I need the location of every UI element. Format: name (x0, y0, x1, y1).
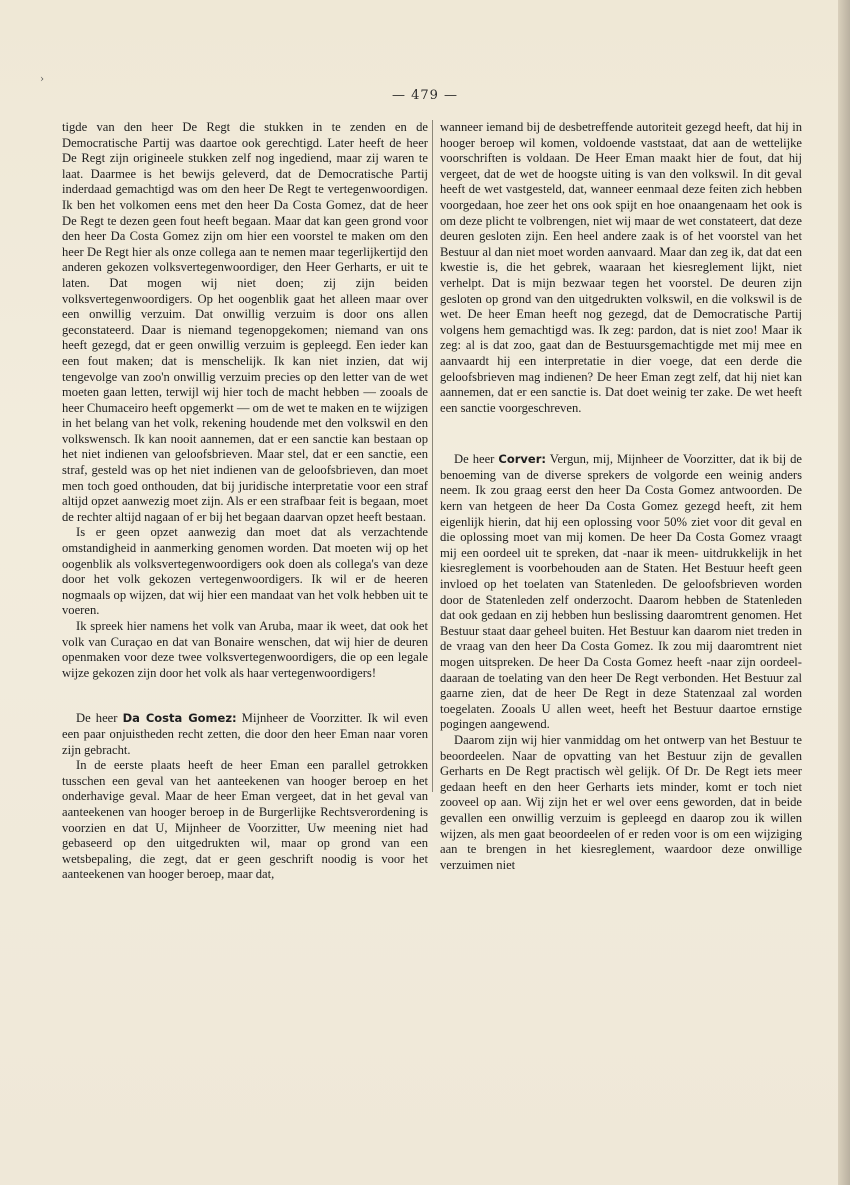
speaker-paragraph (62, 711, 428, 758)
speaker-paragraph (440, 452, 802, 733)
speaker-prefix: De heer (454, 452, 495, 467)
speaker-text: Mijnheer de Voorzitter. Ik wil even een paar onjuistheden recht zetten, die door den heer Eman naar voren zijn gebracht. (62, 711, 428, 757)
paragraph: In de eerste plaats heeft de heer Eman een parallel getrokken tusschen een geval van het aanteekenen van hooger beroep en het onderhavige geval. Maar de heer Eman vergeet, dat in het geval van aanteekenen van hooger beroep in de Burgerlijke Rechtsverordening is voorzien en dat U, Mijnheer de Voorzitter, Uw meening niet had gebaseerd op den uitgedrukten wil, maar op grond van een wetsbepaling, die zegt, dat er geen geschrift noodig is voor het aanteekenen van hooger beroep, maar dat, (62, 758, 428, 882)
margin-mark: › (40, 74, 44, 85)
left-column (62, 120, 428, 883)
right-column (440, 120, 802, 873)
paragraph: tigde van den heer De Regt die stukken in te zenden en de Democratische Partij was daartoe ook gerechtigd. Later heeft de heer De Regt zijn origineele stukken zelf nog ingediend, maar zij waren te laat. Daarmee is het bewijs geleverd, dat de Democratische Partij inderdaad gemachtigd was om den heer De Regt te vertegenwoordigen. Ik ben het volkomen eens met den heer Da Costa Gomez, dat de heer De Regt te dezen geen fout heeft begaan. Maar dat kan geen grond voor den heer Da Costa Gomez zijn om hier een voorstel te maken om den heer De Regt hier als onze collega aan te nemen maar tegerlijkertijd den anderen gekozen volksvertegenwoordiger, den Heer Gerharts, er uit te laten. Dat mogen wij niet doen; zij zijn beiden volksvertegenwoordigers. Op het oogenblik gaat het alleen maar over een onwillig verzuim. Dat onwillig verzuim is door ons allen geconstateerd. Daar is niemand tegenopgekomen; niemand van ons heeft gezegd, dat er geen onwillig verzuim is gepleegd. Een ieder kan een fout maken; dat is menschelijk. Ik kan niet inzien, dat wij tengevolge van zoo'n onwillig verzuim precies op den letter van de wet moeten gaan letten, terwijl wij hier toch de macht hebben — zooals de heer Chumaceiro heeft opgemerkt — om de wet te maken en te wijzigen in het belang van het volk, rekening houdende met den volkswil en den volkswensch. Ik kan nooit aannemen, dat er een sanctie kan bestaan op het niet indienen van geloofsbrieven. Maar stel, dat er een sanctie, een straf, gesteld was op het niet indienen van de geloofsbrieven, dan moet men toch goed onthouden, dat bij juridische interpretatie voor een straf altijd opzet aanwezig moet zijn. Als er een strafbaar feit is begaan, moet de rechter altijd nagaan of er bij het begaan daarvan opzet heeft bestaan. (62, 120, 428, 524)
paragraph: Ik spreek hier namens het volk van Aruba, maar ik weet, dat ook het volk van Curaçao en dat van Bonaire wenschen, dat wij hier de deuren openmaken voor deze twee volksvertegenwoordigers, die op een legale wijze gekozen zijn door het volk als haar vertegenwoordigers! (62, 619, 428, 680)
paragraph: Daarom zijn wij hier vanmiddag om het ontwerp van het Bestuur te beoordeelen. Naar de opvatting van het Bestuur zijn de gevallen Gerharts en De Regt practisch wèl gelijk. Of Dr. De Regt iets meer gedaan heeft en den heer Gerharts iets minder, komt er toch niet zooveel op aan. Wij zijn het er wel over eens geworden, dat in beide gevallen een onwillig verzuim is gepleegd en daarop zou ik willen wijzen, als men gaat beoordeelen of er reden voor is om een wijziging aan te brengen in het kiesreglement, waardoor deze onwillige verzuimen niet (440, 732, 802, 872)
speaker-name: Corver: (498, 452, 546, 467)
speaker-text: Vergun, mij, Mijnheer de Voorzitter, dat ik bij de benoeming van de diverse sprekers de volgorde een weinig anders neem. Ik zou graag eerst den heer Da Costa Gomez antwoorden. De kern van hetgeen de heer Da Costa Gomez gezegd heeft, zit hem eigenlijk hierin, dat hij een oplossing voor 50% ziet voor dit geval en die oplossing moet van mij komen. De heer Da Costa Gomez vraagt mij een oordeel uit te spreken, dat -naar ik meen- uitdrukkelijk in het kiesreglement is voorbehouden aan de Staten. Het Bestuur heeft geen invloed op het toelaten van Statenleden. De geloofsbrieven worden door de Statenleden zelf onderzocht. Daarom hebben de Statenleden dat ook gedaan en zij hebben hun beslissing daaromtrent genomen. Het Bestuur staat daar geheel buiten. Het Bestuur kan daarom niet treden in de vraag van den heer Da Costa Gomez. Ik zou mij daaromtrent niet mogen uitspreken. De heer Da Costa Gomez heeft -naar zijn oordeel- daaraan de toelating van den heer De Regt verbonden. Het Bestuur zal gaarne zien, dat de heer De Regt in deze Statenzaal zal worden toegelaten. Zooals U allen weet, heeft het Bestuur daartoe ernstige pogingen aangewend. (440, 452, 802, 732)
paragraph: wanneer iemand bij de desbetreffende autoriteit gezegd heeft, dat hij in hooger beroep wil komen, voldoende vaststaat, dat aan de wettelijke voorschriften is voldaan. De Heer Eman maakt hier de fout, dat hij vergeet, dat de wet de hoogste uiting is van den volkswil. In dit geval heeft de wet vastgesteld, dat, wanneer eenmaal deze feiten zich hebben voorgedaan, hoe zeer het ons ook spijt en hoe onaangenaam het ook is om deze plicht te volbrengen, niet wij maar de wet constateert, dat deze deuren gesloten zijn. Een heel andere zaak is of het voorstel van het Bestuur al dan niet moet worden aanvaard. Maar dan zeg ik, dat dat een kwestie is, die het gebrek, waaraan het kiesreglement lijkt, niet verhelpt. Dat is mijn bezwaar tegen het voorstel. De deuren zijn gesloten op grond van den uitgedrukten volkswil, en die volkswil is de wet. De heer Eman heeft nog gezegd, dat de Democratische Partij volgens hem gemachtigd was. Ik zeg: pardon, dat is niet zoo! Maar ik zeg: al is dat zoo, gaat dan de Bestuursgemachtigde met mij mee en aanvaardt hij een interpretatie in dier voege, dat een derde die geloofsbrieven mag indienen? De heer Eman zegt zelf, dat hij niet kan aannemen, dat er een sanctie is. Dat doet weinig ter zake. De wet heeft een sanctie voorgeschreven. (440, 120, 802, 415)
page-edge (838, 0, 850, 1185)
column-divider (432, 120, 433, 792)
paragraph: Is er geen opzet aanwezig dan moet dat als verzachtende omstandigheid in aanmerking genomen worden. Dat moeten wij op het oogenblik als volksvertegenwoordigers ook doen als collega's van deze door het volk gekozen vertegenwoordigers. Ik wil er de heeren nogmaals op wijzen, dat wij hier een mandaat van het volk hebben uit te voeren. (62, 525, 428, 618)
speaker-name: Da Costa Gomez: (122, 711, 237, 726)
page-number: — 479 — (391, 88, 459, 103)
speaker-prefix: De heer (76, 711, 118, 726)
